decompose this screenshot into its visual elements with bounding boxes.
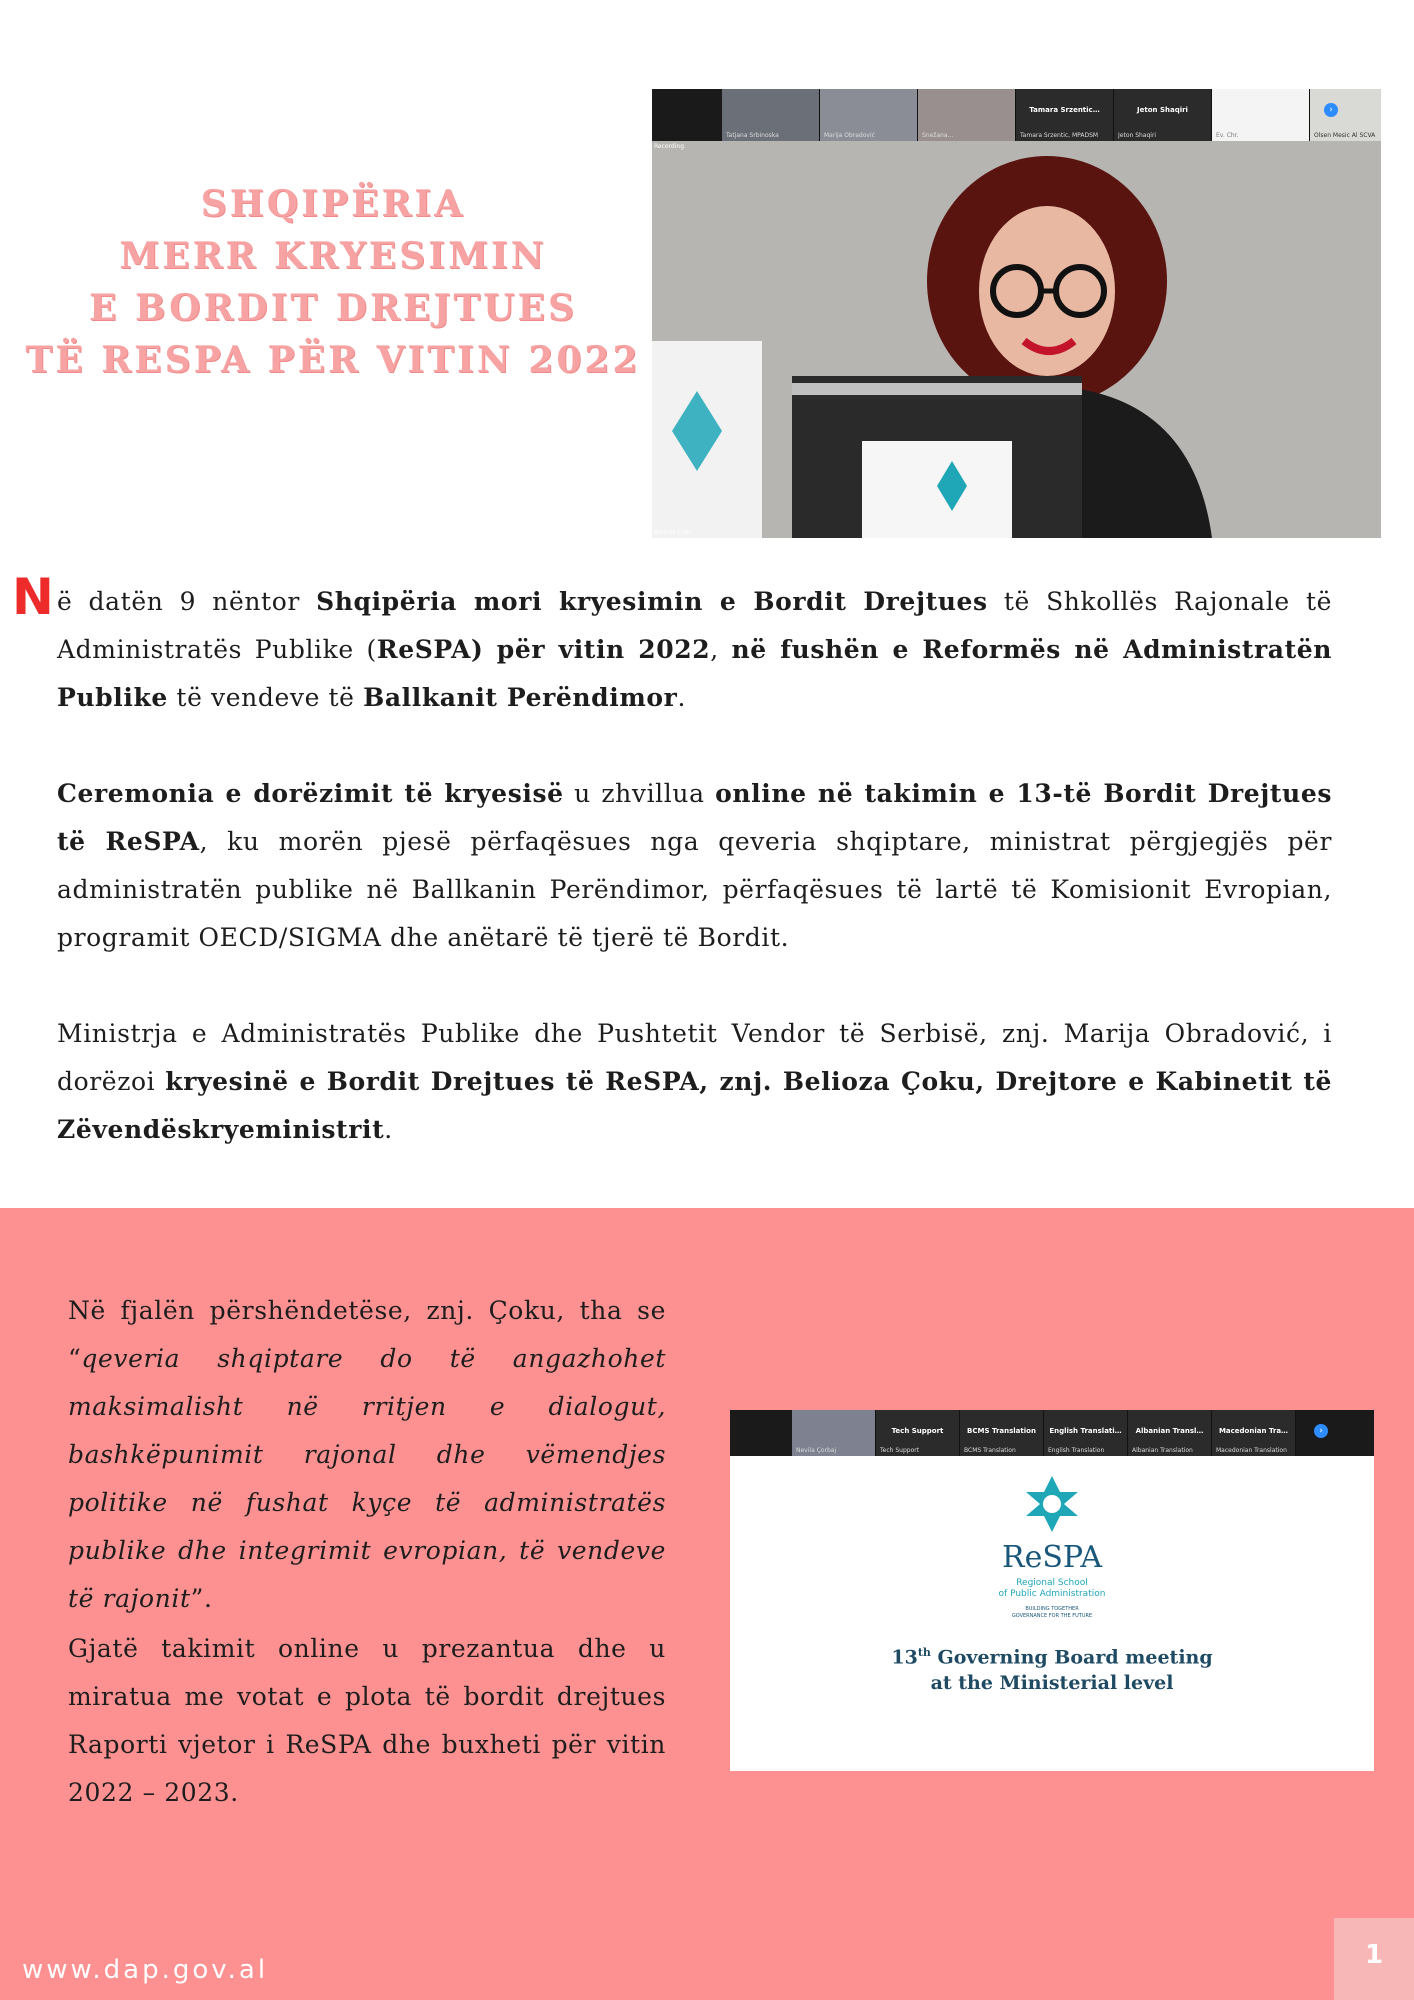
participant-tile: Tatjana Srbinoska — [722, 89, 820, 141]
drop-cap: N — [12, 568, 54, 626]
shared-slide — [730, 1456, 1374, 1771]
participant-tile: Jeton Shaqiri Jeton Shaqiri — [1114, 89, 1212, 141]
paragraph-2: Ceremonia e dorëzimit të kryesisë u zhvillua online në takimin e 13-të Bordit Drejtues të ReSPA, ku morën pjesë përfaqësues nga qeveria shqiptare, ministrat përgjegjës për administratën publike në Ballkanin Perëndimor, përfaqësues të lartë të Komisionit Evropian, programit OECD/SIGMA dhe anëtarë të tjerë të Bordit. — [57, 779, 1332, 952]
participant-tile: Tamara Srzentic… Tamara Srzentic, MPADSM — [1016, 89, 1114, 141]
slide-subtitle: Regional School — [1016, 1578, 1088, 1588]
participant-tile: Tech Support Tech Support — [876, 1410, 960, 1456]
participant-tile: Macedonian Tra… Macedonian Translation — [1212, 1410, 1296, 1456]
participant-tile: Ev. Chr. — [1212, 89, 1310, 141]
participant-strip — [730, 1410, 1374, 1456]
page-number-box — [1334, 1918, 1414, 2000]
website-link[interactable]: www.dap.gov.al — [22, 1955, 269, 1985]
title-line: MERR KRYESIMIN — [119, 235, 547, 277]
page-number: 1 — [1364, 1940, 1384, 1970]
slide-subtitle: of Public Administration — [998, 1589, 1106, 1599]
title-line: SHQIPËRIA — [200, 183, 466, 225]
slide-heading: 13th Governing Board meeting — [891, 1646, 1213, 1669]
meeting-screenshot — [730, 1410, 1374, 1771]
slide-tagline: BUILDING TOGETHER — [1025, 1606, 1079, 1612]
speaker-name-label: Belioza Çoku — [654, 529, 693, 536]
quote-paragraph: Në fjalën përshëndetëse, znj. Çoku, tha se “qeveria shqiptare do të angazhohet maksimalisht në rritjen e dialogut, bashkëpunimit rajonal dhe vëmendjes politike në fushat kyçe të administratës publike dhe integrimit evropian, të vendeve të rajonit”. — [68, 1296, 666, 1613]
participant-tile: Albanian Transl… Albanian Translation — [1128, 1410, 1212, 1456]
title-line: TË RESPA PËR VITIN 2022 — [25, 339, 641, 381]
chevron-right-icon: › — [1324, 103, 1338, 117]
speaker-view — [652, 141, 1381, 538]
speaker-illustration — [652, 141, 1381, 538]
participant-tile: Snežana… — [918, 89, 1016, 141]
participant-strip — [652, 89, 1381, 141]
participant-tile: English Translati… English Translation — [1044, 1410, 1128, 1456]
slide-heading-line2: at the Ministerial level — [930, 1672, 1174, 1694]
chevron-right-icon: › — [1314, 1424, 1328, 1438]
participant-tile: Marija Obradović — [820, 89, 918, 141]
participant-tile: Olsen Mesic Al SCVA — [1310, 89, 1381, 141]
respa-logo-icon — [1022, 1474, 1082, 1534]
report-paragraph: Gjatë takimit online u prezantua dhe u miratua me votat e plota të bordit drejtues Raporti vjetor i ReSPA dhe buxheti për vitin 2022 – 2023. — [68, 1634, 666, 1807]
article-title — [18, 178, 648, 386]
participant-tile: BCMS Translation BCMS Translation — [960, 1410, 1044, 1456]
slide-brand: ReSPA — [1002, 1540, 1102, 1575]
paragraph-3: Ministrja e Administratës Publike dhe Pushtetit Vendor të Serbisë, znj. Marija Obradović, i dorëzoi kryesinë e Bordit Drejtues të ReSPA, znj. Belioza Çoku, Drejtore e Kabinetit të Zëvendëskryeministrit. — [57, 1019, 1332, 1144]
participant-tile: Nevila Çorbaj — [792, 1410, 876, 1456]
paragraph-1: ë datën 9 nëntor Shqipëria mori kryesimin e Bordit Drejtues të Shkollës Rajonale të Administratës Publike (ReSPA) për vitin 2022, në fushën e Reformës në Administratën Publike të vendeve të Ballkanit Perëndimor. — [57, 587, 1333, 712]
slide-tagline: GOVERNANCE FOR THE FUTURE — [1011, 1613, 1093, 1619]
video-call-photo — [652, 89, 1381, 538]
recording-indicator: Recording — [654, 143, 685, 150]
title-line: E BORDIT DREJTUES — [89, 287, 577, 329]
